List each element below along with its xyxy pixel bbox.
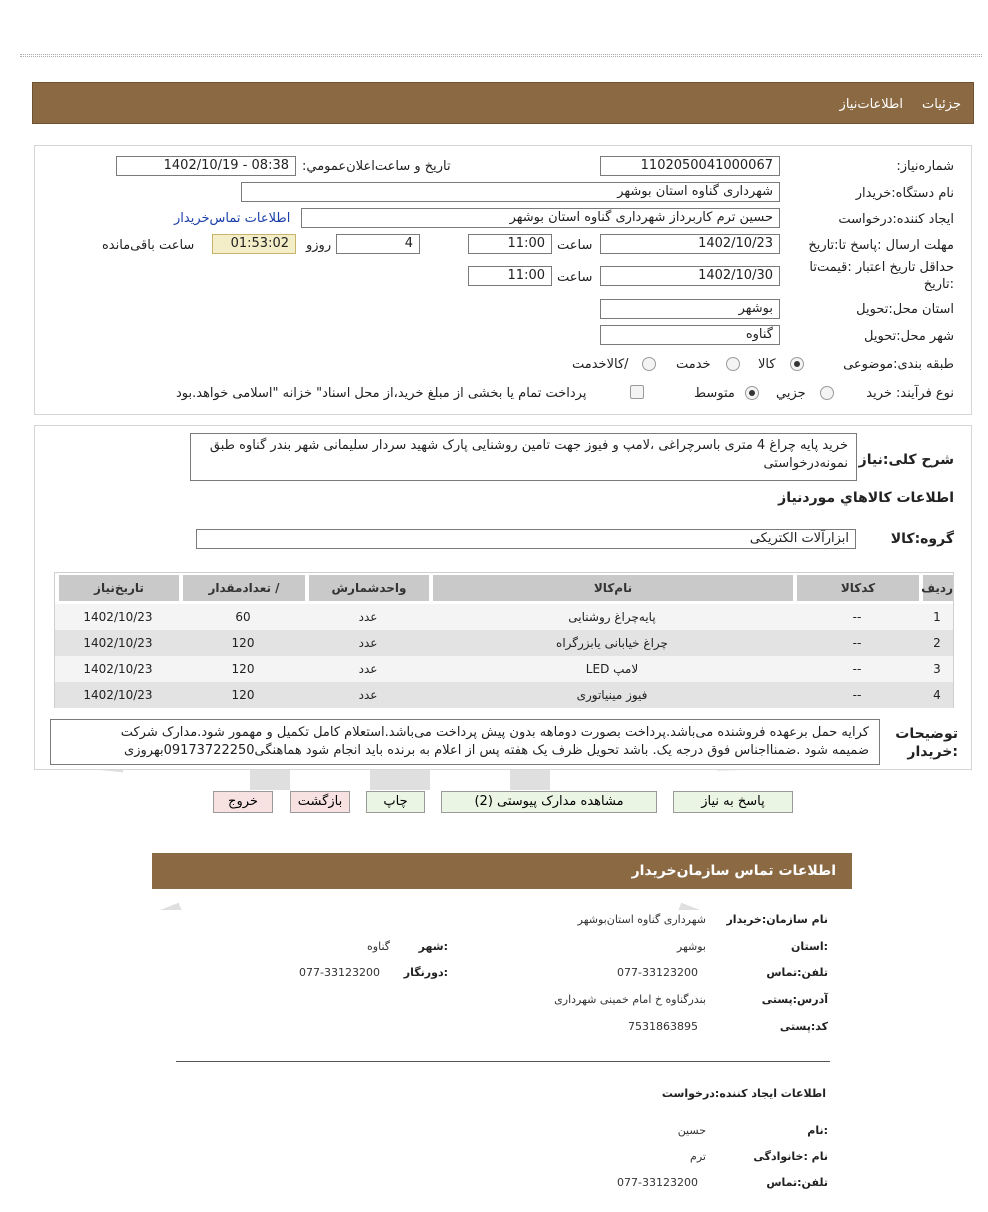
category-radio-goods-service[interactable] — [642, 357, 656, 371]
row-number: 1 — [933, 610, 941, 624]
category-option-goods-service: /کالاخدمت — [572, 357, 629, 372]
goods-table-header — [55, 575, 953, 601]
creator-family-label: نام :خانوادگی — [753, 1150, 828, 1163]
table-row — [55, 656, 953, 682]
goods-code: -- — [852, 662, 862, 676]
table-row — [55, 604, 953, 630]
need-date: 1402/10/23 — [83, 610, 153, 624]
creator-phone-value: 077-33123200 — [617, 1176, 698, 1189]
need-date: 1402/10/23 — [83, 662, 153, 676]
quantity: 120 — [231, 662, 255, 676]
buyer-contact-header — [152, 853, 852, 889]
validity-date-field: 1402/10/30 — [600, 266, 780, 286]
category-radio-goods[interactable] — [790, 357, 804, 371]
contact-address-value: بندرگناوه خ امام خمینی شهرداری — [554, 993, 706, 1006]
contact-postal-value: 7531863895 — [628, 1020, 698, 1033]
reply-button[interactable]: پاسخ به نیاز — [673, 791, 793, 813]
unit: عدد — [358, 662, 378, 676]
category-label: طبقه بندی:موضوعی — [843, 357, 954, 372]
row-number: 4 — [933, 688, 941, 702]
contact-fax-label: :دورنگار — [403, 966, 448, 979]
contact-org-label: نام سازمان:خریدار — [726, 913, 828, 926]
col-header-row-number: ردیف — [921, 575, 953, 601]
process-radio-medium[interactable] — [745, 386, 759, 400]
city-label: شهر محل:تحویل — [864, 329, 954, 344]
col-header-unit: واحدشمارش — [307, 575, 429, 601]
view-attachments-button[interactable]: مشاهده مدارک پیوستی (2) — [441, 791, 657, 813]
validity-label-line1: حداقل تاریخ اعتبار :قیمت‌تا — [809, 260, 954, 275]
city-field: گناوه — [600, 325, 780, 345]
province-label: استان محل:تحویل — [856, 302, 954, 317]
buyer-notes-label-line1: توضیحات — [895, 726, 958, 742]
buyer-notes-label-line2: :خریدار — [907, 744, 958, 760]
col-header-quantity: / تعدادمقدار — [181, 575, 305, 601]
creator-family-value: ترم — [690, 1150, 706, 1163]
days-remaining-field: 4 — [336, 234, 420, 254]
exit-button[interactable]: خروج — [213, 791, 273, 813]
announce-label: تاریخ و ساعت‌اعلان‌عمومي: — [302, 159, 451, 174]
buyer-org-field: شهرداری گناوه استان بوشهر — [241, 182, 780, 202]
contact-city-label: :شهر — [418, 940, 448, 953]
deadline-time-label: ساعت — [557, 238, 593, 253]
validity-time-label: ساعت — [557, 270, 593, 285]
contact-phone-label: تلفن:تماس — [766, 966, 828, 979]
contact-address-label: آدرس:پستی — [761, 993, 828, 1006]
buyer-contact-link[interactable]: اطلاعات تماس‌خریدار — [174, 211, 291, 226]
col-header-need-date: تاریخ‌نیاز — [57, 575, 179, 601]
back-button[interactable]: بازگشت — [290, 791, 350, 813]
row-number: 3 — [933, 662, 941, 676]
remaining-time-label: ساعت باقی‌مانده — [102, 238, 195, 253]
process-option-minor: جزیي — [776, 386, 806, 401]
validity-label-line2: :تاریخ — [923, 277, 954, 292]
quantity: 120 — [231, 688, 255, 702]
category-option-service: خدمت — [676, 357, 711, 372]
need-summary-label: شرح کلی:نیاز — [858, 452, 954, 468]
creator-phone-label: تلفن:تماس — [766, 1176, 828, 1189]
creator-field: حسین ترم کاربرداز شهرداری گناوه استان بوشهر — [301, 208, 780, 228]
contact-fax-value: 077-33123200 — [299, 966, 380, 979]
creator-name-label: :نام — [807, 1124, 828, 1137]
buyer-contact-title: اطلاعات تماس سازمان‌خریدار — [631, 863, 836, 879]
goods-code: -- — [852, 636, 862, 650]
tab-need-info[interactable]: اطلاعات‌نیاز — [839, 97, 903, 112]
goods-info-heading: اطلاعات کالاهاي موردنیاز — [778, 490, 954, 506]
contact-province-value: بوشهر — [676, 940, 706, 953]
process-option-medium: متوسط — [694, 386, 735, 401]
page-header-bar — [32, 82, 974, 124]
col-header-goods-code: کدکالا — [795, 575, 919, 601]
unit: عدد — [358, 688, 378, 702]
goods-code: -- — [852, 610, 862, 624]
validity-time-field: 11:00 — [468, 266, 552, 286]
table-row — [55, 682, 953, 708]
contact-province-label: :استان — [791, 940, 828, 953]
category-option-goods: کالا — [758, 357, 776, 372]
category-radio-service[interactable] — [726, 357, 740, 371]
col-header-goods-name: نام‌کالا — [431, 575, 793, 601]
treasury-payment-checkbox[interactable] — [630, 385, 644, 399]
goods-code: -- — [852, 688, 862, 702]
table-row — [55, 630, 953, 656]
row-number: 2 — [933, 636, 941, 650]
deadline-date-field: 1402/10/23 — [600, 234, 780, 254]
buyer-notes-line2: ضمیمه شود .ضمنااجناس فوق درجه یک. باشد تحویل ظرف یک هفته پس از اعلام به برنده باید انجام شود هماهنگی09173722250بهروزی — [124, 743, 869, 758]
treasury-payment-note: پرداخت تمام یا بخشی از مبلغ خرید،از محل اسناد" خزانه "اسلامی خواهد.بود — [176, 386, 587, 401]
need-number-label: شماره‌نیاز: — [896, 159, 954, 174]
goods-name: لامپ LED — [585, 662, 639, 676]
need-date: 1402/10/23 — [83, 636, 153, 650]
print-button[interactable]: چاپ — [366, 791, 425, 813]
process-radio-minor[interactable] — [820, 386, 834, 400]
goods-name: فیوز مینیاتوری — [576, 688, 648, 702]
quantity: 120 — [231, 636, 255, 650]
need-summary-text: خرید پایه چراغ 4 متری باسرچراغی ،لامپ و فیوز جهت تامین روشنایی پارک شهید سردار سلیمانی شهر بندر گناوه طبق نمونه‌درخواستی — [190, 433, 857, 481]
tab-details[interactable]: جزئیات — [922, 97, 961, 112]
creator-info-title: اطلاعات ایجاد کننده:درخواست — [661, 1087, 826, 1100]
contact-divider — [176, 1061, 830, 1062]
need-number-field: 1102050041000067 — [600, 156, 780, 176]
goods-name: پایه‌چراغ روشنایی — [568, 610, 656, 624]
unit: عدد — [358, 636, 378, 650]
contact-postal-label: کد:پستی — [779, 1020, 828, 1033]
quantity: 60 — [235, 610, 251, 624]
creator-label: ایجاد کننده:درخواست — [838, 212, 954, 227]
unit: عدد — [358, 610, 378, 624]
buyer-notes-line1: کرایه حمل برعهده فروشنده می‌باشد.پرداخت بصورت دوماهه بدون پیش پرداخت می‌باشد.استعلام کامل تکمیل و مهمور شود.مدارک شرکت — [120, 725, 869, 740]
need-date: 1402/10/23 — [83, 688, 153, 702]
process-type-label: نوع فرآیند: خرید — [866, 386, 954, 401]
deadline-label: مهلت ارسال :پاسخ تا:تاریخ — [808, 238, 954, 253]
goods-table — [54, 572, 954, 708]
goods-name: چراغ خیابانی یابزرگراه — [556, 636, 668, 650]
buyer-notes-box — [50, 719, 880, 765]
contact-phone-value: 077-33123200 — [617, 966, 698, 979]
buyer-org-label: نام دستگاه:خریدار — [855, 186, 954, 201]
top-dotted-divider — [20, 54, 982, 57]
goods-group-field: ابزارآلات الکتریکی — [196, 529, 856, 549]
contact-org-value: شهرداری گناوه استان‌بوشهر — [577, 913, 706, 926]
remaining-time-field: 01:53:02 — [212, 234, 296, 254]
deadline-time-field: 11:00 — [468, 234, 552, 254]
province-field: بوشهر — [600, 299, 780, 319]
goods-group-label: گروه:کالا — [890, 531, 954, 547]
announce-datetime-field: 1402/10/19 - 08:38 — [116, 156, 296, 176]
contact-city-value: گناوه — [367, 940, 390, 953]
days-label: روزو — [306, 238, 332, 253]
creator-name-value: حسین — [677, 1124, 706, 1137]
